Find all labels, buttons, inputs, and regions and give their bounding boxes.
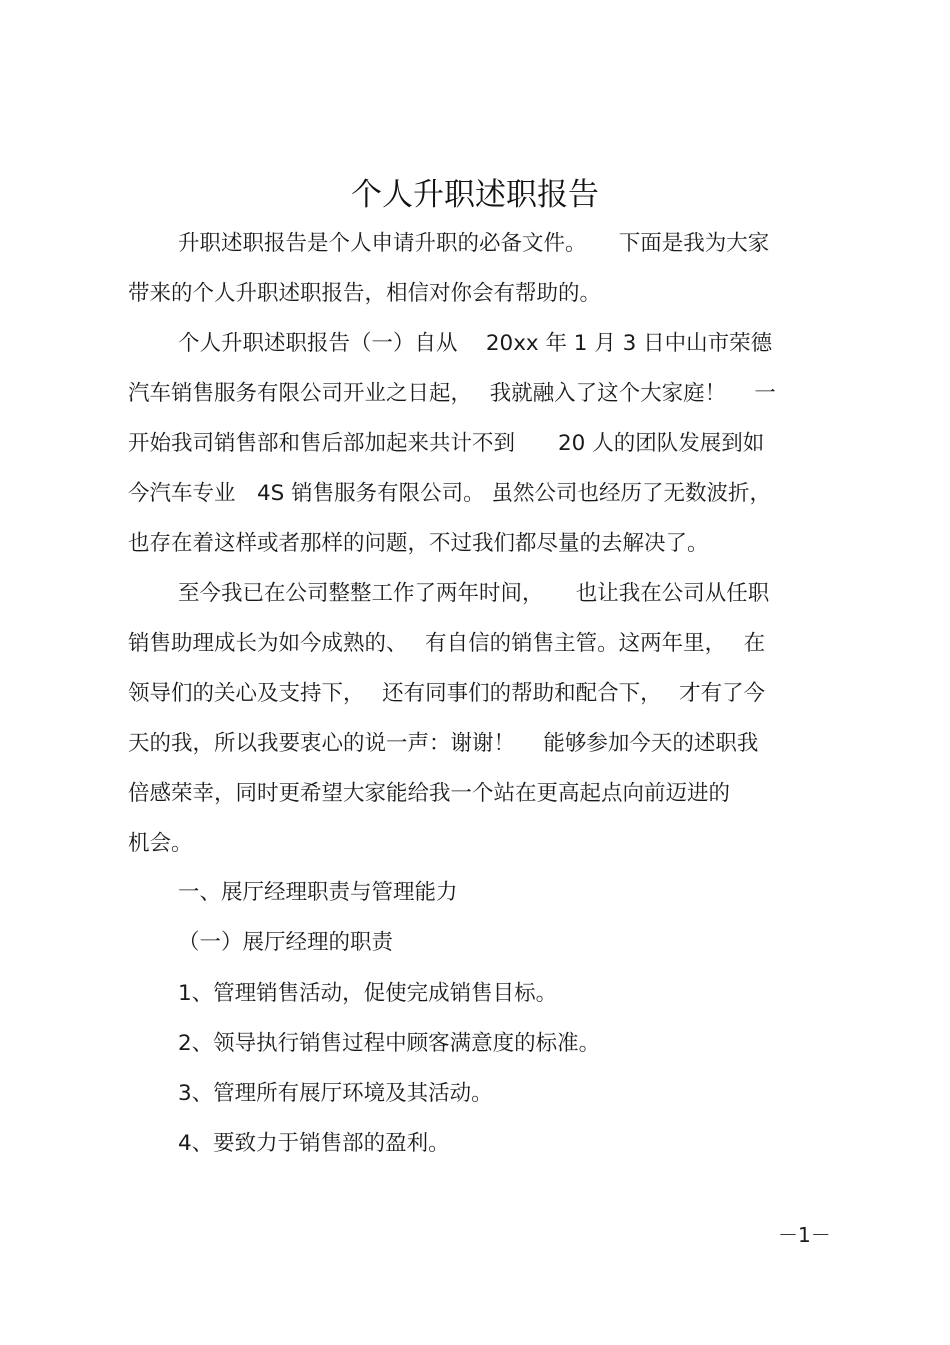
paragraph-line-3: 个人升职述职报告（一）自从 20xx 年 1 月 3 日中山市荣德 xyxy=(178,331,773,356)
paragraph-line-4: 汽车销售服务有限公司开业之日起， 我就融入了这个大家庭！ 一 xyxy=(128,381,776,406)
list-item-3: 3、管理所有展厅环境及其活动。 xyxy=(178,1081,493,1106)
page-number: －1－ xyxy=(778,1223,831,1247)
list-item-2: 2、领导执行销售过程中顾客满意度的标准。 xyxy=(178,1031,601,1056)
paragraph-line-9: 销售助理成长为如今成熟的、 有自信的销售主管。这两年里， 在 xyxy=(128,631,766,656)
paragraph-line-10: 领导们的关心及支持下， 还有同事们的帮助和配合下， 才有了今 xyxy=(128,681,766,706)
paragraph-line-12: 倍感荣幸，同时更希望大家能给我一个站在更高起点向前迈进的 xyxy=(128,781,731,806)
paragraph-line-11: 天的我，所以我要衷心的说一声：谢谢！ 能够参加今天的述职我 xyxy=(128,731,759,756)
paragraph-line-1: 升职述职报告是个人申请升职的必备文件。 下面是我为大家 xyxy=(178,231,770,256)
document-title: 个人升职述职报告 xyxy=(351,177,599,213)
list-item-1: 1、管理销售活动，促使完成销售目标。 xyxy=(178,981,558,1006)
list-item-4: 4、要致力于销售部的盈利。 xyxy=(178,1131,450,1156)
paragraph-line-13: 机会。 xyxy=(128,831,193,856)
paragraph-line-7: 也存在着这样或者那样的问题，不过我们都尽量的去解决了。 xyxy=(128,531,709,556)
subsection-heading: （一）展厅经理的职责 xyxy=(178,930,394,955)
section-heading: 一、展厅经理职责与管理能力 xyxy=(178,880,458,905)
paragraph-line-5: 开始我司销售部和售后部加起来共计不到 20 人的团队发展到如 xyxy=(128,431,765,456)
paragraph-line-6: 今汽车专业 4S 销售服务有限公司。 虽然公司也经历了无数波折， xyxy=(128,481,771,506)
paragraph-line-8: 至今我已在公司整整工作了两年时间， 也让我在公司从任职 xyxy=(178,581,770,606)
paragraph-line-2: 带来的个人升职述职报告，相信对你会有帮助的。 xyxy=(128,281,602,306)
